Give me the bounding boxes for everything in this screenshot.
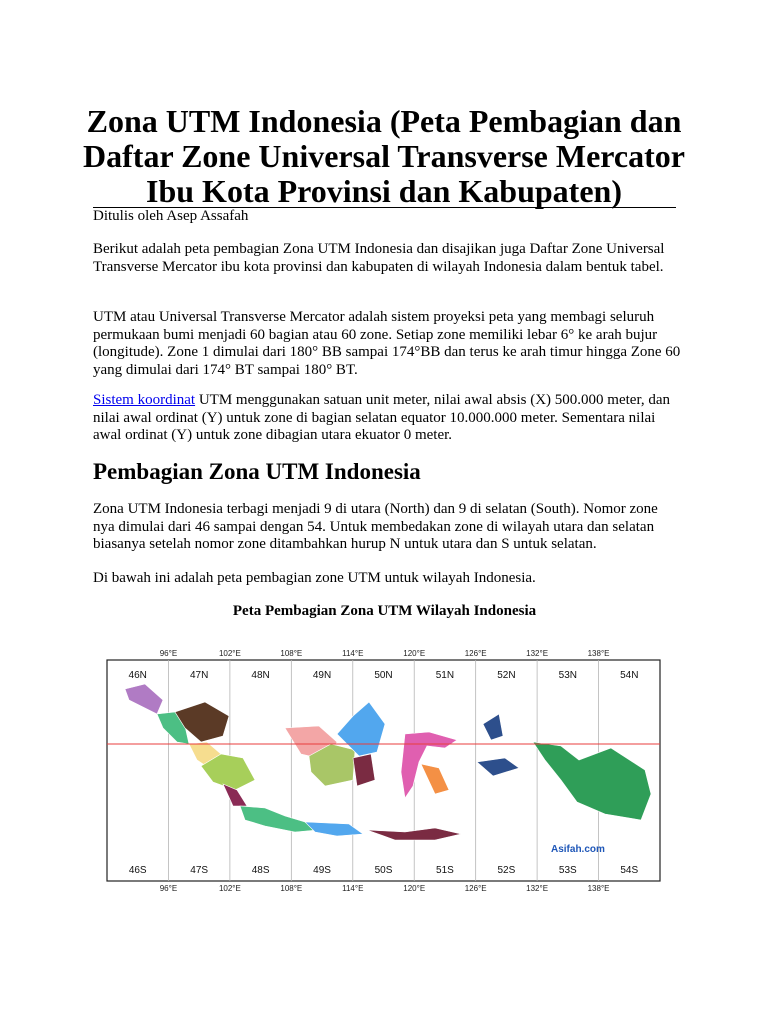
- zone-label-north: 52N: [497, 670, 516, 681]
- zone-label-south: 48S: [251, 865, 270, 876]
- coordinate-paragraph-text: UTM menggunakan satuan unit meter, nilai awal absis (X) 500.000 meter, dan nilai awal ordinat (Y) untuk zone di bagian selatan equator 10.000.000 meter. Sementara nilai awal ordinat (Y) untuk zone dibagian utara ekuator 0 meter.: [93, 392, 671, 443]
- longitude-tick-top: 102°E: [218, 649, 241, 658]
- section-paragraph-1: Zona UTM Indonesia terbagi menjadi 9 di utara (North) dan 9 di selatan (South). Nomor zone nya dimulai dari 46 sampai dengan 54. Untuk membedakan zone di wilayah utara dan selatan biasanya setelah nomor zone ditambahkan hurup N untuk utara dan S untuk selatan.: [93, 501, 658, 552]
- section-paragraph-2: Di bawah ini adalah peta pembagian zone UTM untuk wilayah Indonesia.: [93, 570, 536, 586]
- author-line: Ditulis oleh Asep Assafah: [93, 208, 249, 224]
- longitude-tick-top: 108°E: [280, 649, 303, 658]
- longitude-tick-bottom: 126°E: [464, 884, 487, 893]
- longitude-tick-bottom: 132°E: [526, 884, 549, 893]
- longitude-tick-bottom: 108°E: [280, 884, 303, 893]
- longitude-tick-bottom: 138°E: [587, 884, 610, 893]
- zone-label-south: 47S: [190, 865, 209, 876]
- article-title: Zona UTM Indonesia (Peta Pembagian dan Daftar Zone Universal Transverse Mercator Ibu Kota Provinsi dan Kabupaten): [83, 103, 685, 209]
- sistem-koordinat-link[interactable]: Sistem koordinat: [93, 392, 196, 408]
- longitude-tick-bottom: 114°E: [342, 884, 364, 893]
- map-caption: Peta Pembagian Zona UTM Wilayah Indonesia: [232, 603, 537, 619]
- zone-label-north: 53N: [558, 670, 578, 681]
- utm-map-svg: [105, 644, 662, 894]
- utm-zone-map: [105, 644, 662, 894]
- longitude-tick-top: 96°E: [159, 649, 178, 658]
- longitude-tick-bottom: 120°E: [403, 884, 426, 893]
- zone-label-north: 49N: [312, 670, 332, 681]
- section-heading: Pembagian Zona UTM Indonesia: [93, 459, 421, 484]
- zone-label-south: 49S: [313, 865, 331, 876]
- zone-label-south: 51S: [436, 865, 454, 876]
- zone-label-south: 52S: [497, 865, 516, 876]
- zone-label-south: 50S: [374, 865, 393, 876]
- longitude-tick-top: 126°E: [464, 649, 487, 658]
- zone-label-north: 50N: [374, 670, 393, 681]
- coordinate-paragraph: [93, 392, 683, 445]
- borneo-south-shape: [353, 754, 375, 786]
- zone-label-north: 47N: [189, 670, 209, 681]
- zone-label-south: 46S: [128, 865, 147, 876]
- map-credit: Asifah.com: [551, 844, 605, 855]
- zone-label-north: 46N: [128, 670, 147, 681]
- longitude-tick-bottom: 102°E: [218, 884, 241, 893]
- longitude-tick-top: 138°E: [587, 649, 610, 658]
- utm-definition-paragraph: UTM atau Universal Transverse Mercator adalah sistem proyeksi peta yang membagi seluruh permukaan bumi menjadi 60 bagian atau 60 zone. Setiap zone memiliki lebar 6° ke arah bujur (longitude). Zone 1 dimulai dari 180° BB sampai 174°BB dan terus ke arah timur hingga Zone 60 yang dimulai dari 174° BT sampai 180° BT.: [93, 309, 681, 378]
- zone-label-north: 51N: [435, 670, 455, 681]
- longitude-tick-top: 114°E: [342, 649, 364, 658]
- longitude-tick-bottom: 96°E: [159, 884, 178, 893]
- longitude-tick-top: 132°E: [526, 649, 549, 658]
- longitude-tick-top: 120°E: [403, 649, 426, 658]
- intro-paragraph: Berikut adalah peta pembagian Zona UTM Indonesia dan disajikan juga Daftar Zone Universal Transverse Mercator ibu kota provinsi dan kabupaten di wilayah Indonesia dalam bentuk tabel.: [93, 241, 665, 275]
- zone-label-north: 54N: [620, 670, 639, 681]
- zone-label-north: 48N: [251, 670, 270, 681]
- zone-label-south: 54S: [620, 865, 639, 876]
- zone-label-south: 53S: [558, 865, 577, 876]
